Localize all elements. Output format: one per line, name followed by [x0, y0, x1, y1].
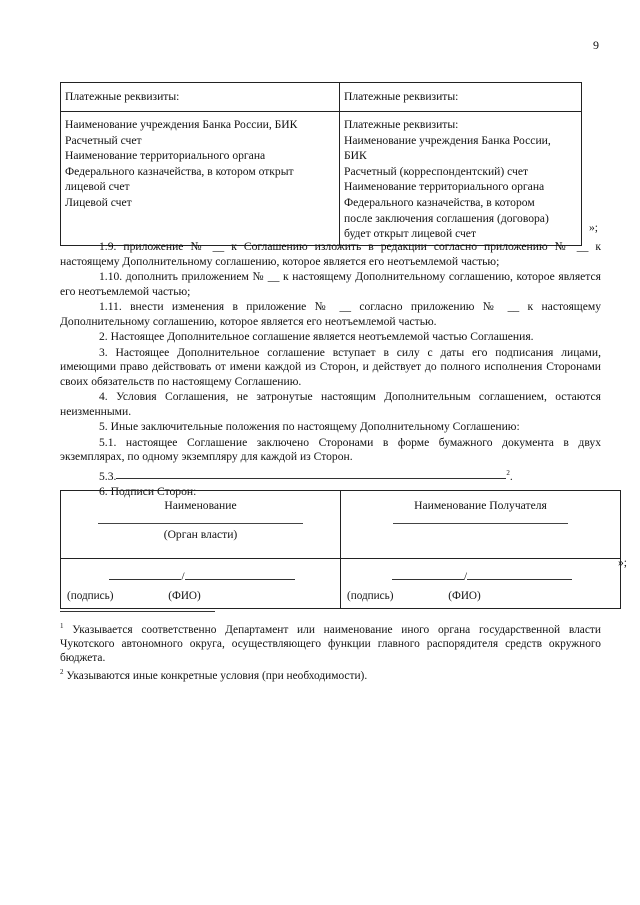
- left-signature-cell: [61, 559, 341, 609]
- requisites-right-line: Наименование учреждения Банка России,: [344, 133, 551, 147]
- requisites-left-cell: [61, 112, 340, 246]
- left-party-subtitle: (Орган власти): [163, 528, 238, 542]
- signature-left-header: [61, 491, 341, 559]
- footnote-ref-2: 2: [506, 468, 510, 477]
- footnote-1: [60, 619, 601, 665]
- footnote-separator: [60, 611, 215, 612]
- footnote-1-text: Указывается соответственно Департамент или наименование иного органа государственной власти Чукотского автономного округа, осуществляющего функции главного распорядителя средств окружного бюджета.: [60, 623, 601, 665]
- document-body: [60, 240, 601, 499]
- requisites-closing-quote: »;: [589, 221, 599, 234]
- blank-line: [116, 467, 506, 479]
- requisites-right-line: после заключения соглашения (договора): [344, 211, 549, 225]
- signature-line: [392, 569, 464, 580]
- left-party-name-line: [98, 523, 303, 524]
- requisites-left-header: Платежные реквизиты:: [61, 83, 340, 112]
- paragraph-5-3: [60, 466, 601, 484]
- requisites-right-line: Федерального казначейства, в котором: [344, 195, 535, 209]
- footnote-2-mark: 2: [60, 668, 64, 677]
- slash: /: [463, 570, 468, 583]
- requisites-right-line: Платежные реквизиты:: [344, 118, 459, 131]
- paragraph-4: 4. Условия Соглашения, не затронутые настоящим Дополнительным соглашением, остаются неизменными.: [60, 390, 601, 418]
- paragraph-1-11: 1.11. внести изменения в приложение № __ согласно приложению № __ к настоящему Дополнительному соглашению, которое является его неотъемлемой частью.: [60, 300, 601, 328]
- sign-caption: (подпись): [347, 590, 394, 602]
- requisites-right-cell: [340, 112, 582, 246]
- paragraph-1-9: 1.9. приложение № __ к Соглашению изложить в редакции согласно приложению № __ к настоящему Дополнительному соглашению, которое является его неотъемлемой частью;: [60, 240, 601, 268]
- paragraph-5-3-end: .: [509, 469, 513, 483]
- paragraph-2: 2. Настоящее Дополнительное соглашение является неотъемлемой частью Соглашения.: [99, 330, 534, 343]
- name-caption: (ФИО): [448, 590, 481, 602]
- signature-right-header: [341, 491, 621, 559]
- footnotes: [60, 619, 601, 683]
- requisites-left-line: Лицевой счет: [65, 195, 132, 209]
- signature-line: [109, 569, 181, 580]
- requisites-left-line: Расчетный счет: [65, 133, 142, 147]
- requisites-right-line: Расчетный (корреспондентский) счет: [344, 164, 529, 178]
- right-signature-cell: [341, 559, 621, 609]
- paragraph-5: 5. Иные заключительные положения по настоящему Дополнительному Соглашению:: [99, 420, 520, 433]
- signature-table: [60, 490, 621, 609]
- requisites-left-line: Наименование территориального органа: [65, 149, 266, 163]
- left-party-title: Наименование: [164, 499, 237, 512]
- fio-line: [185, 569, 295, 580]
- name-caption: (ФИО): [168, 590, 201, 602]
- footnote-2: [60, 665, 601, 683]
- paragraph-6: 6. Подписи Сторон:: [99, 484, 197, 498]
- requisites-table: [60, 82, 582, 246]
- sign-caption: (подпись): [67, 590, 114, 602]
- signature-closing-quote: »;: [618, 556, 628, 569]
- requisites-right-line: Наименование территориального органа: [344, 180, 545, 194]
- requisites-right-header: Платежные реквизиты:: [340, 83, 582, 112]
- fio-line: [467, 569, 572, 580]
- right-signature-captions: [347, 589, 481, 603]
- footnote-2-text: Указываются иные конкретные условия (при необходимости).: [63, 670, 368, 683]
- paragraph-5-1: 5.1. настоящее Соглашение заключено Сторонами в форме бумажного документа в двух экземплярах, по одному экземпляру для каждой из Сторон.: [60, 435, 601, 463]
- page-number: 9: [593, 38, 599, 52]
- requisites-right-line: БИК: [344, 149, 367, 163]
- footnote-1-mark: 1: [60, 622, 64, 630]
- left-signature-captions: [67, 589, 201, 603]
- requisites-right-line: будет открыт лицевой счет: [344, 227, 477, 241]
- paragraph-5-3-label: 5.3.: [99, 469, 117, 483]
- requisites-left-line: Федерального казначейства, в котором открыт: [65, 164, 294, 178]
- right-party-title: Наименование Получателя: [414, 499, 547, 512]
- paragraph-1-10: 1.10. дополнить приложением № __ к настоящему Дополнительному соглашению, которое является его неотъемлемой частью;: [60, 270, 601, 298]
- requisites-left-line: Наименование учреждения Банка России, БИК: [65, 118, 298, 131]
- requisites-left-line: лицевой счет: [65, 180, 130, 194]
- right-party-name-line: [393, 523, 568, 524]
- slash: /: [181, 570, 185, 583]
- paragraph-3: 3. Настоящее Дополнительное соглашение вступает в силу с даты его подписания лицами, имеющими право действовать от имени каждой из Сторон, и действует до полного исполнения Сторонами своих обязательств по настоящему Соглашению.: [60, 345, 601, 388]
